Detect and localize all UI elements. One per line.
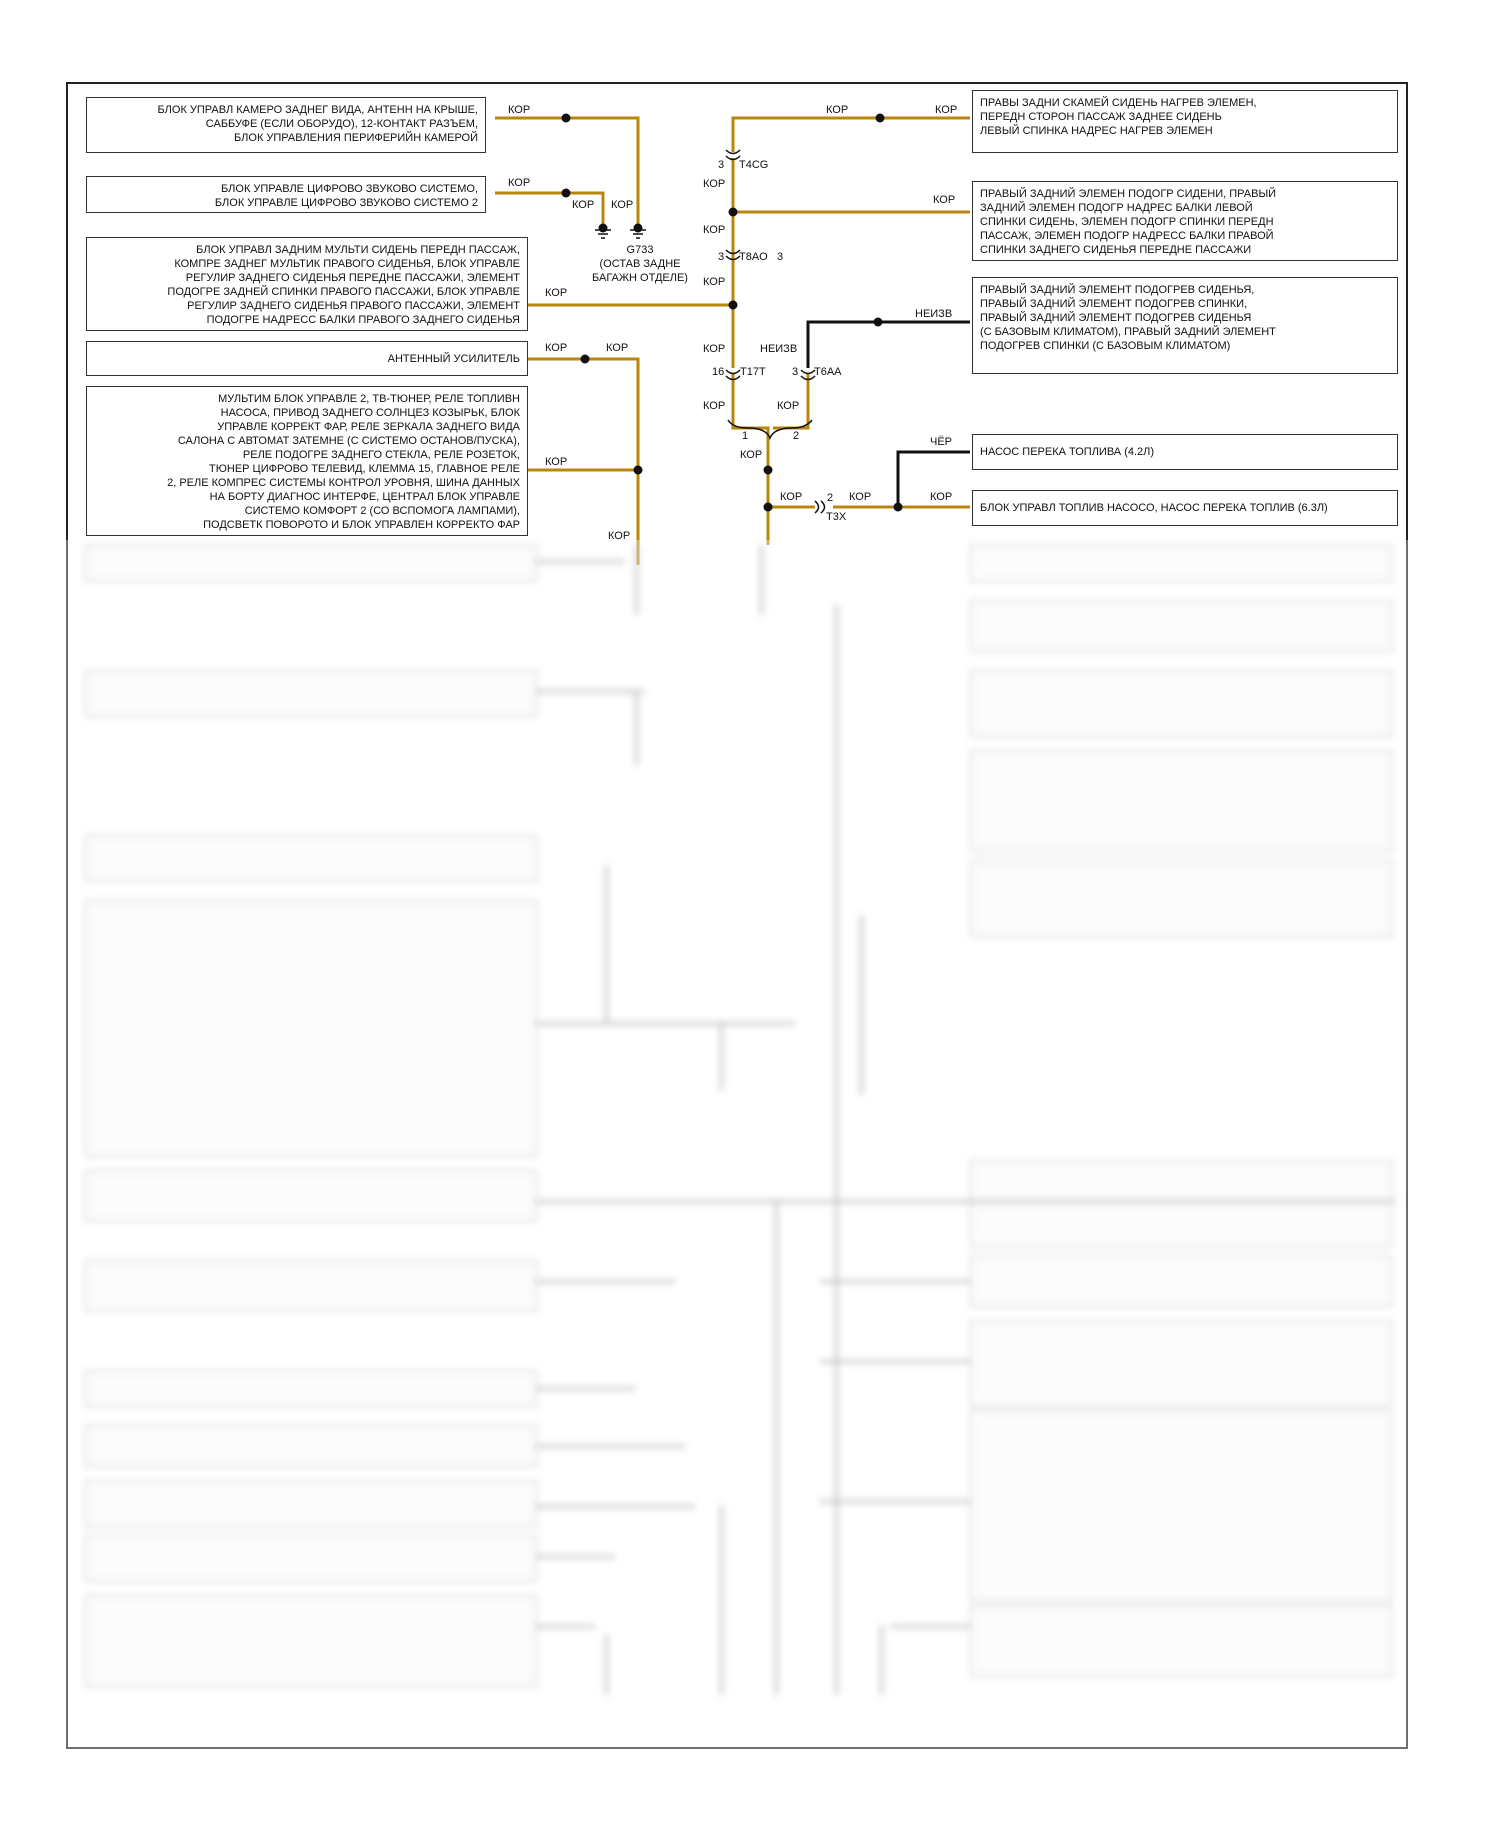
wire-label: КОР [611,199,634,211]
wire-label: НЕИЗВ [760,343,798,355]
wire-label: КОР [777,400,800,412]
component-multimedia: МУЛЬТИМ БЛОК УПРАВЛЕ 2, ТВ-ТЮНЕР, РЕЛЕ ТОПЛИВН НАСОСА, ПРИВОД ЗАДНЕГО СОЛНЦЕЗ КОЗЫРЬК, БЛОК УПРАВЛЕ КОРРЕКТ ФАР, РЕЛЕ ЗЕРКАЛА ЗАДНЕГО ВИДА САЛОНА С АВТОМАТ ЗАТЕМНЕ (С СИСТЕМО ОСТАНОВ/ПУСКА), РЕЛЕ ПОДОГРЕ ЗАДНЕГО СТЕКЛА, РЕЛЕ РОЗЕТОК, ТЮНЕР ЦИФРОВО ТЕЛЕВИД, КЛЕММА 15, ГЛАВНОЕ РЕЛЕ 2, РЕЛЕ КОМПРЕС СИСТЕМЫ КОНТРОЛ УРОВНЯ, ШИНА ДАННЫХ НА БОРТУ ДИАГНОС ИНТЕРФЕ, ЦЕНТРАЛ БЛОК УПРАВЛЕ СИСТЕМО КОМФОРТ 2 (СО ВСПОМОГА ЛАМПАМИ), ПОДСВЕТК ПОВОРОТО И БЛОК УПРАВЛЕН КОРРЕКТО ФАР [86,386,528,536]
wire-label: КОР [545,456,568,468]
connector-t3x-name: T3X [826,511,847,523]
wire-label: КОР [608,530,631,542]
wire-label: КОР [572,199,595,211]
connector-t8ao-name: T8AO [739,251,768,263]
split-label-left: 1 [742,430,749,442]
connector-t17t-name: T17T [740,366,766,378]
wire-label: КОР [606,342,629,354]
wire-label: КОР [933,194,956,206]
component-fuel-pump-unit-63: БЛОК УПРАВЛ ТОПЛИВ НАСОСО, НАСОС ПЕРЕКА ТОПЛИВ (6.3Л) [972,490,1398,526]
wire-label: КОР [703,400,726,412]
split-label-right: 2 [793,430,800,442]
wire-label: КОР [780,491,803,503]
ground-g733-desc: (ОСТАВ ЗАДНЕ БАГАЖН ОТДЕЛЕ) [592,258,688,284]
connector-t8ao-pin-right: 3 [777,251,784,263]
connector-t17t-pin: 16 [712,366,725,378]
connector-t8ao-pin-left: 3 [718,251,725,263]
connector-t6aa-name: T6AA [814,366,842,378]
wire-label: КОР [703,276,726,288]
wire-label: КОР [740,449,763,461]
wire-label: КОР [703,343,726,355]
wire-label: КОР [545,342,568,354]
component-rear-right-heater: ПРАВЫЙ ЗАДНИЙ ЭЛЕМЕН ПОДОГР СИДЕНИ, ПРАВЫЙ ЗАДНИЙ ЭЛЕМЕН ПОДОГР НАДРЕС БАЛКИ ЛЕВОЙ СПИНКИ СИДЕНЬ, ЭЛЕМЕН ПОДОГР СПИНКИ ПЕРЕДН ПАССАЖ, ЭЛЕМЕН ПОДОГР НАДРЕСС БАЛКИ ПРАВОЙ СПИНКИ ЗАДНЕГО СИДЕНЬЯ ПЕРЕДНЕ ПАССАЖИ [972,181,1398,261]
component-rear-right-heater-basic: ПРАВЫЙ ЗАДНИЙ ЭЛЕМЕНТ ПОДОГРЕВ СИДЕНЬЯ, ПРАВЫЙ ЗАДНИЙ ЭЛЕМЕНТ ПОДОГРЕВ СПИНКИ, ПРАВЫЙ ЗАДНИЙ ЭЛЕМЕНТ ПОДОГРЕВ СИДЕНЬЯ (С БАЗОВЫМ КЛИМАТОМ), ПРАВЫЙ ЗАДНИЙ ЭЛЕМЕНТ ПОДОГРЕВ СПИНКИ (С БАЗОВЫМ КЛИМАТОМ) [972,277,1398,374]
wire-label: ЧЁР [930,436,953,448]
component-rear-multi-seat: БЛОК УПРАВЛ ЗАДНИМ МУЛЬТИ СИДЕНЬ ПЕРЕДН ПАССАЖ, КОМПРЕ ЗАДНЕГ МУЛЬТИК ПРАВОГО СИДЕНЬЯ, БЛОК УПРАВЛЕ РЕГУЛИР ЗАДНЕГО СИДЕНЬЯ ПЕРЕДНЕ ПАССАЖИ, ЭЛЕМЕНТ ПОДОГРЕ ЗАДНЕЙ СПИНКИ ПРАВОГО ПАССАЖИ, БЛОК УПРАВЛЕ РЕГУЛИР ЗАДНЕГО СИДЕНЬЯ ПРАВОГО ПАССАЖИ, ЭЛЕМЕНТ ПОДОГРЕ НАДРЕСС БАЛКИ ПРАВОГО ЗАДНЕГО СИДЕНЬЯ [86,237,528,331]
connector-t3x-pin: 2 [827,492,834,504]
connector-t4cg-pin: 3 [718,159,725,171]
component-rear-camera: БЛОК УПРАВЛ КАМЕРО ЗАДНЕГ ВИДА, АНТЕНН НА КРЫШЕ, САББУФЕ (ЕСЛИ ОБОРУДО), 12-КОНТАКТ РАЗЪЕМ, БЛОК УПРАВЛЕНИЯ ПЕРИФЕРИЙН КАМЕРОЙ [86,97,486,153]
wire-label: НЕИЗВ [915,308,953,320]
connector-t6aa-pin: 3 [792,366,799,378]
wire-label: КОР [930,491,953,503]
wire-label: КОР [545,287,568,299]
component-antenna-amp: АНТЕННЫЙ УСИЛИТЕЛЬ [86,341,528,376]
blur-overlay [0,540,1500,1828]
component-fuel-pump-42: НАСОС ПЕРЕКА ТОПЛИВА (4.2Л) [972,434,1398,470]
connector-t4cg-name: T4CG [739,159,769,171]
ground-g733-name: G733 [626,244,654,256]
wire-label: КОР [826,104,849,116]
component-digital-sound: БЛОК УПРАВЛЕ ЦИФРОВО ЗВУКОВО СИСТЕМО, БЛОК УПРАВЛЕ ЦИФРОВО ЗВУКОВО СИСТЕМО 2 [86,176,486,213]
wire-label: КОР [508,177,531,189]
wire-label: КОР [935,104,958,116]
black-wires [808,322,970,507]
wire-label: КОР [849,491,872,503]
wire-label: КОР [508,104,531,116]
wire-label: КОР [703,224,726,236]
wire-label: КОР [703,178,726,190]
component-rear-bench-heater: ПРАВЫ ЗАДНИ СКАМЕЙ СИДЕНЬ НАГРЕВ ЭЛЕМЕН, ПЕРЕДН СТОРОН ПАССАЖ ЗАДНЕЕ СИДЕНЬ ЛЕВЫЙ СПИНКА НАДРЕС НАГРЕВ ЭЛЕМЕН [972,90,1398,153]
